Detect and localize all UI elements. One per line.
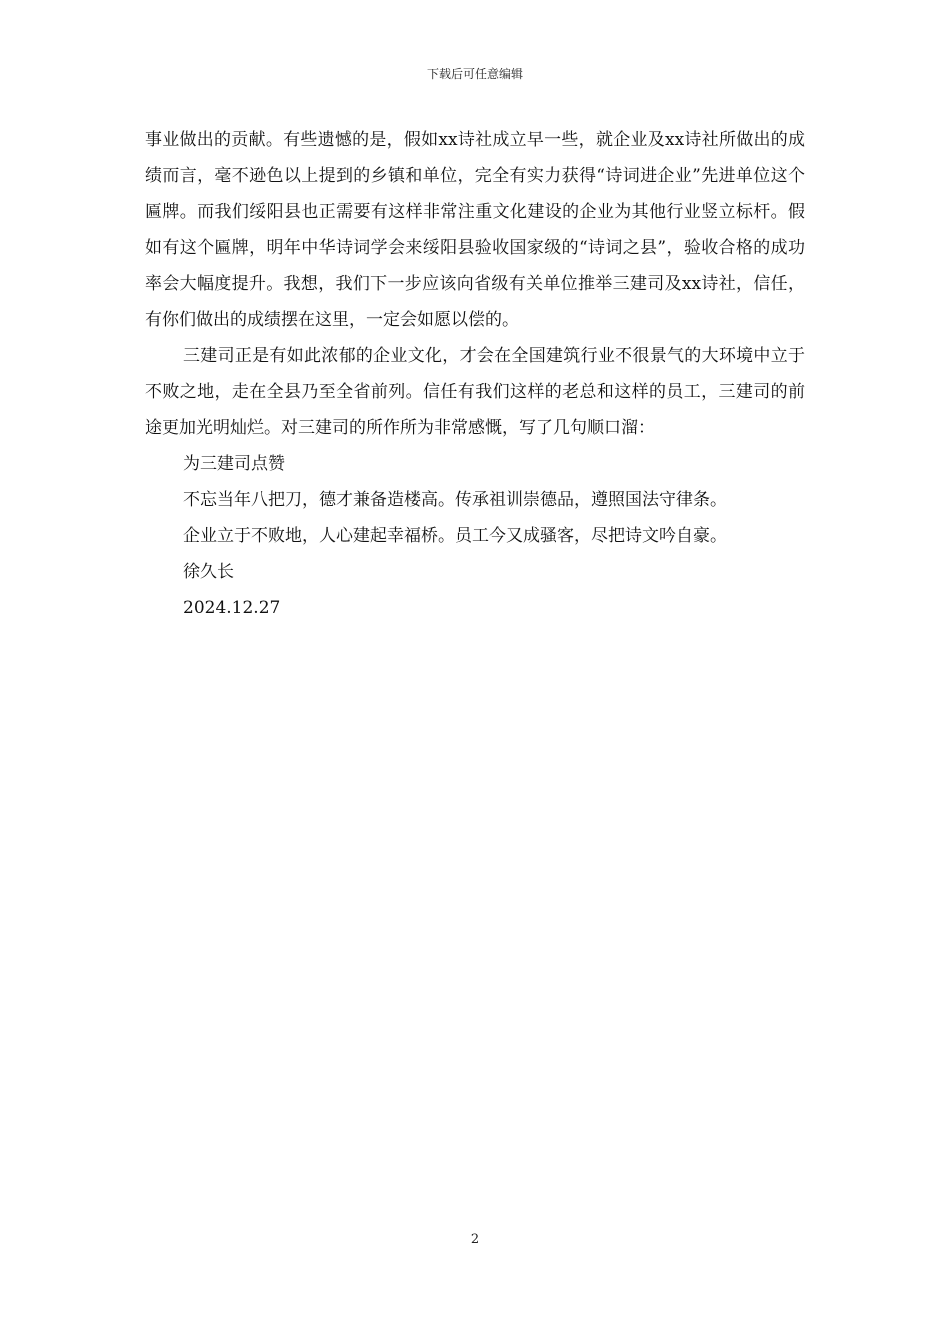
- document-body: [145, 122, 805, 626]
- poem-title: 为三建司点赞: [183, 454, 285, 474]
- poem-line-2: 企业立于不败地，人心建起幸福桥。员工今又成骚客，尽把诗文吟自豪。: [183, 526, 727, 546]
- page-number: 2: [470, 1232, 480, 1247]
- document-date: 2024.12.27: [183, 598, 281, 618]
- author-name: 徐久长: [183, 562, 234, 582]
- header-text: 下载后可任意编辑: [426, 67, 523, 81]
- body-paragraph-2: 三建司正是有如此浓郁的企业文化，才会在全国建筑行业不很景气的大环境中立于不败之地，走在全县乃至全省前列。信任有我们这样的老总和这样的员工，三建司的前途更加光明灿烂。对三建司的所作所为非常感慨，写了几句顺口溜：: [145, 346, 805, 438]
- page-footer: [0, 1232, 950, 1248]
- page-header: [0, 66, 950, 82]
- poem-line-1: 不忘当年八把刀，德才兼备造楼高。传承祖训崇德品，遵照国法守律条。: [183, 490, 727, 510]
- body-paragraph-1: 事业做出的贡献。有些遗憾的是，假如xx诗社成立早一些，就企业及xx诗社所做出的成绩而言，毫不逊色以上提到的乡镇和单位，完全有实力获得“诗词进企业”先进单位这个匾牌。而我们绥阳县也正需要有这样非常注重文化建设的企业为其他行业竖立标杆。假如有这个匾牌，明年中华诗词学会来绥阳县验收国家级的“诗词之县”，验收合格的成功率会大幅度提升。我想，我们下一步应该向省级有关单位推举三建司及xx诗社，信任，有你们做出的成绩摆在这里，一定会如愿以偿的。: [145, 130, 805, 330]
